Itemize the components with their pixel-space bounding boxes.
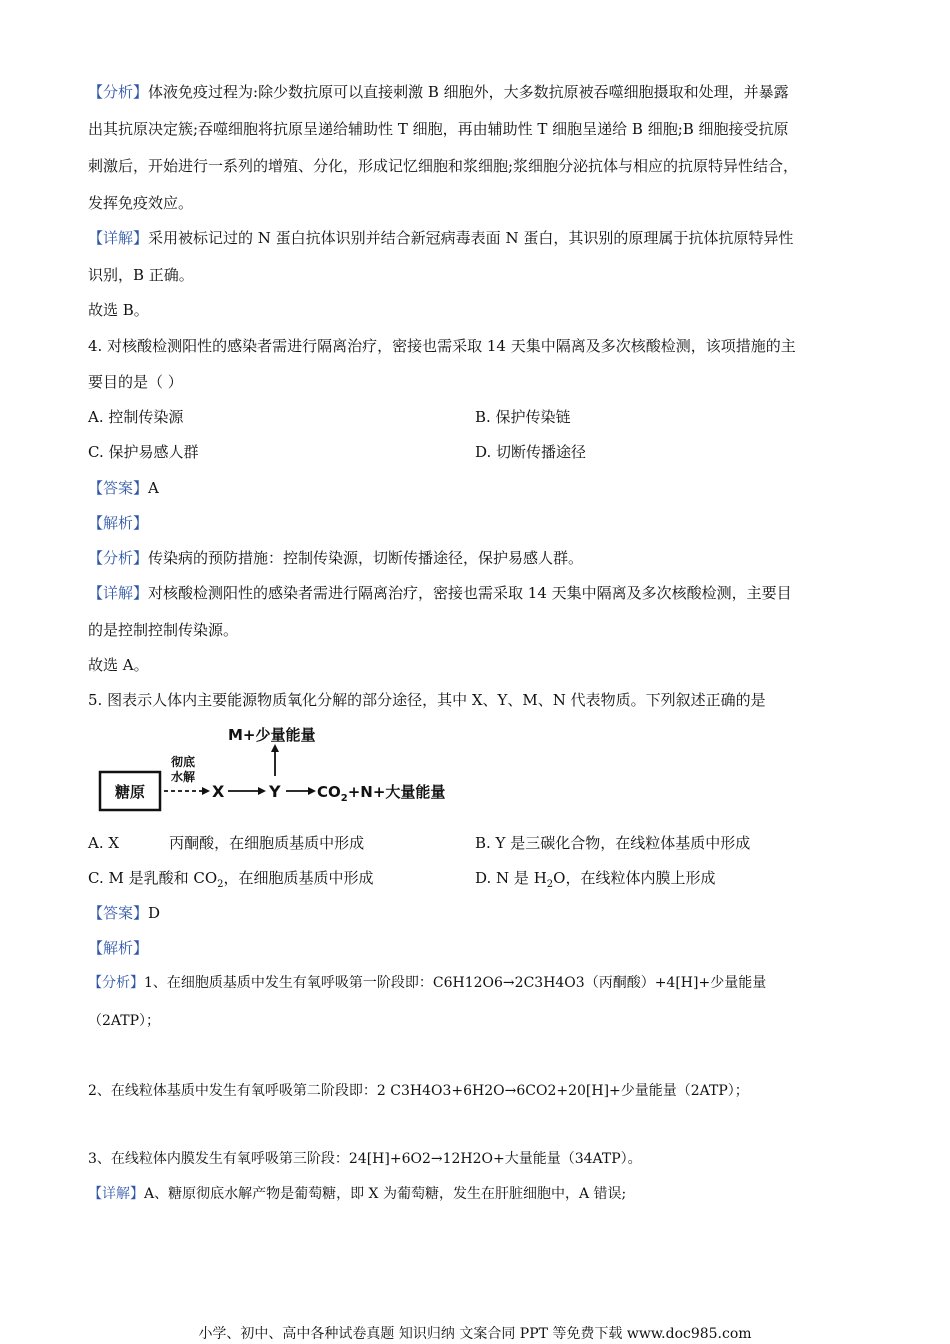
q3-analysis-line-2: 出其抗原决定簇;吞噬细胞将抗原呈递给辅助性 T 细胞，再由辅助性 T 细胞呈递给 B 细胞;B 细胞接受抗原 <box>88 120 789 138</box>
q5-analysis-line-2: 2、在线粒体基质中发生有氧呼吸第二阶段即：2 C3H4O3+6H2O→6CO2+20[H]+少量能量（2ATP）； <box>88 1083 749 1099</box>
q5-analysis-line-3: 3、在线粒体内膜发生有氧呼吸第三阶段：24[H]+6O2→12H2O+大量能量（34ATP）。 <box>88 1151 642 1167</box>
answer-tag: 【答案】 <box>88 904 149 922</box>
q4-option-b: B. 保护传染链 <box>475 408 571 426</box>
answer-tag: 【答案】 <box>88 479 149 497</box>
detail-tag: 【详解】 <box>88 1186 144 1202</box>
co2-n-product-label: $CO_2+N+$大量能量 <box>317 783 446 804</box>
analysis-tag: 【分析】 <box>88 975 144 991</box>
q4-stem-line-1: 4. 对核酸检测阳性的感染者需进行隔离治疗，密接也需采取 14 天集中隔离及多次核酸检测，该项措施的主 <box>88 337 796 355</box>
q4-option-a: A. 控制传染源 <box>88 408 184 426</box>
x-label: X <box>212 782 225 801</box>
q4-option-d: D. 切断传播途径 <box>475 443 587 461</box>
q3-choice: 故选 B。 <box>88 301 149 319</box>
analysis-tag: 【分析】 <box>88 83 149 101</box>
q5-option-d: D. N 是 $H_2O$，在线粒体内膜上形成 <box>475 869 716 890</box>
hydrolysis-label-top: 彻底 <box>170 755 196 769</box>
q5-answer: 【答案】D <box>88 904 161 922</box>
q3-analysis-line-1: 【分析】体液免疫过程为:除少数抗原可以直接刺激 B 细胞外，大多数抗原被吞噬细胞摄取和处理，并暴露 <box>88 83 789 101</box>
q4-choice: 故选 A。 <box>88 656 149 674</box>
q5-option-a: A. X 丙酮酸，在细胞质基质中形成 <box>88 834 365 852</box>
q3-detail-line-2: 识别，B 正确。 <box>88 266 194 284</box>
q4-answer: 【答案】A <box>88 479 159 497</box>
detail-tag: 【详解】 <box>88 229 149 247</box>
q3-analysis-line-3: 刺激后，开始进行一系列的增殖、分化，形成记忆细胞和浆细胞;浆细胞分泌抗体与相应的抗原特异性结合， <box>88 157 799 175</box>
q4-detail-line-2: 的是控制控制传染源。 <box>88 621 239 639</box>
q5-option-b: B. Y 是三碳化合物，在线粒体基质中形成 <box>475 834 751 852</box>
detail-tag: 【详解】 <box>88 584 149 602</box>
q4-explain-tag: 【解析】 <box>88 514 149 532</box>
dashed-arrow-head <box>202 787 210 795</box>
q4-option-c: C. 保护易感人群 <box>88 443 199 461</box>
m-product-label: M+少量能量 <box>228 726 316 744</box>
q5-detail-line-1: 【详解】A、糖原彻底水解产物是葡萄糖，即 X 为葡萄糖，发生在肝脏细胞中，A 错误; <box>88 1186 627 1202</box>
y-right-arrow-head <box>308 787 316 795</box>
q4-detail-line-1: 【详解】对核酸检测阳性的感染者需进行隔离治疗，密接也需采取 14 天集中隔离及多次核酸检测，主要目 <box>88 584 792 602</box>
q5-analysis-line-1: 【分析】1、在细胞质基质中发生有氧呼吸第一阶段即：C6H12O6→2C3H4O3（丙酮酸）+4[H]+少量能量 <box>88 975 767 991</box>
q5-explain-tag: 【解析】 <box>88 939 149 957</box>
analysis-tag: 【分析】 <box>88 549 149 567</box>
hydrolysis-label-bottom: 水解 <box>170 770 196 784</box>
y-up-arrow-head <box>271 744 279 752</box>
metabolic-pathway-diagram <box>98 724 458 824</box>
q5-stem: 5. 图表示人体内主要能源物质氧化分解的部分途径，其中 X、Y、M、N 代表物质。下列叙述正确的是 <box>88 691 766 709</box>
q4-analysis: 【分析】传染病的预防措施：控制传染源，切断传播途径，保护易感人群。 <box>88 549 584 567</box>
page-footer: 小学、初中、高中各种试卷真题 知识归纳 文案合同 PPT 等免费下载 www.doc985.com <box>198 1326 752 1342</box>
q5-option-c: C. M 是乳酸和 $CO_2$，在细胞质基质中形成 <box>88 869 374 890</box>
q3-detail-line-1: 【详解】采用被标记过的 N 蛋白抗体识别并结合新冠病毒表面 N 蛋白，其识别的原理属于抗体抗原特异性 <box>88 229 794 247</box>
glycogen-label: 糖原 <box>114 783 146 801</box>
y-label: Y <box>269 782 281 801</box>
q4-stem-line-2: 要目的是（ ） <box>88 373 183 391</box>
q3-analysis-line-4: 发挥免疫效应。 <box>88 194 194 212</box>
q5-analysis-line-1b: （2ATP）； <box>88 1013 161 1029</box>
x-to-y-arrow-head <box>258 787 266 795</box>
